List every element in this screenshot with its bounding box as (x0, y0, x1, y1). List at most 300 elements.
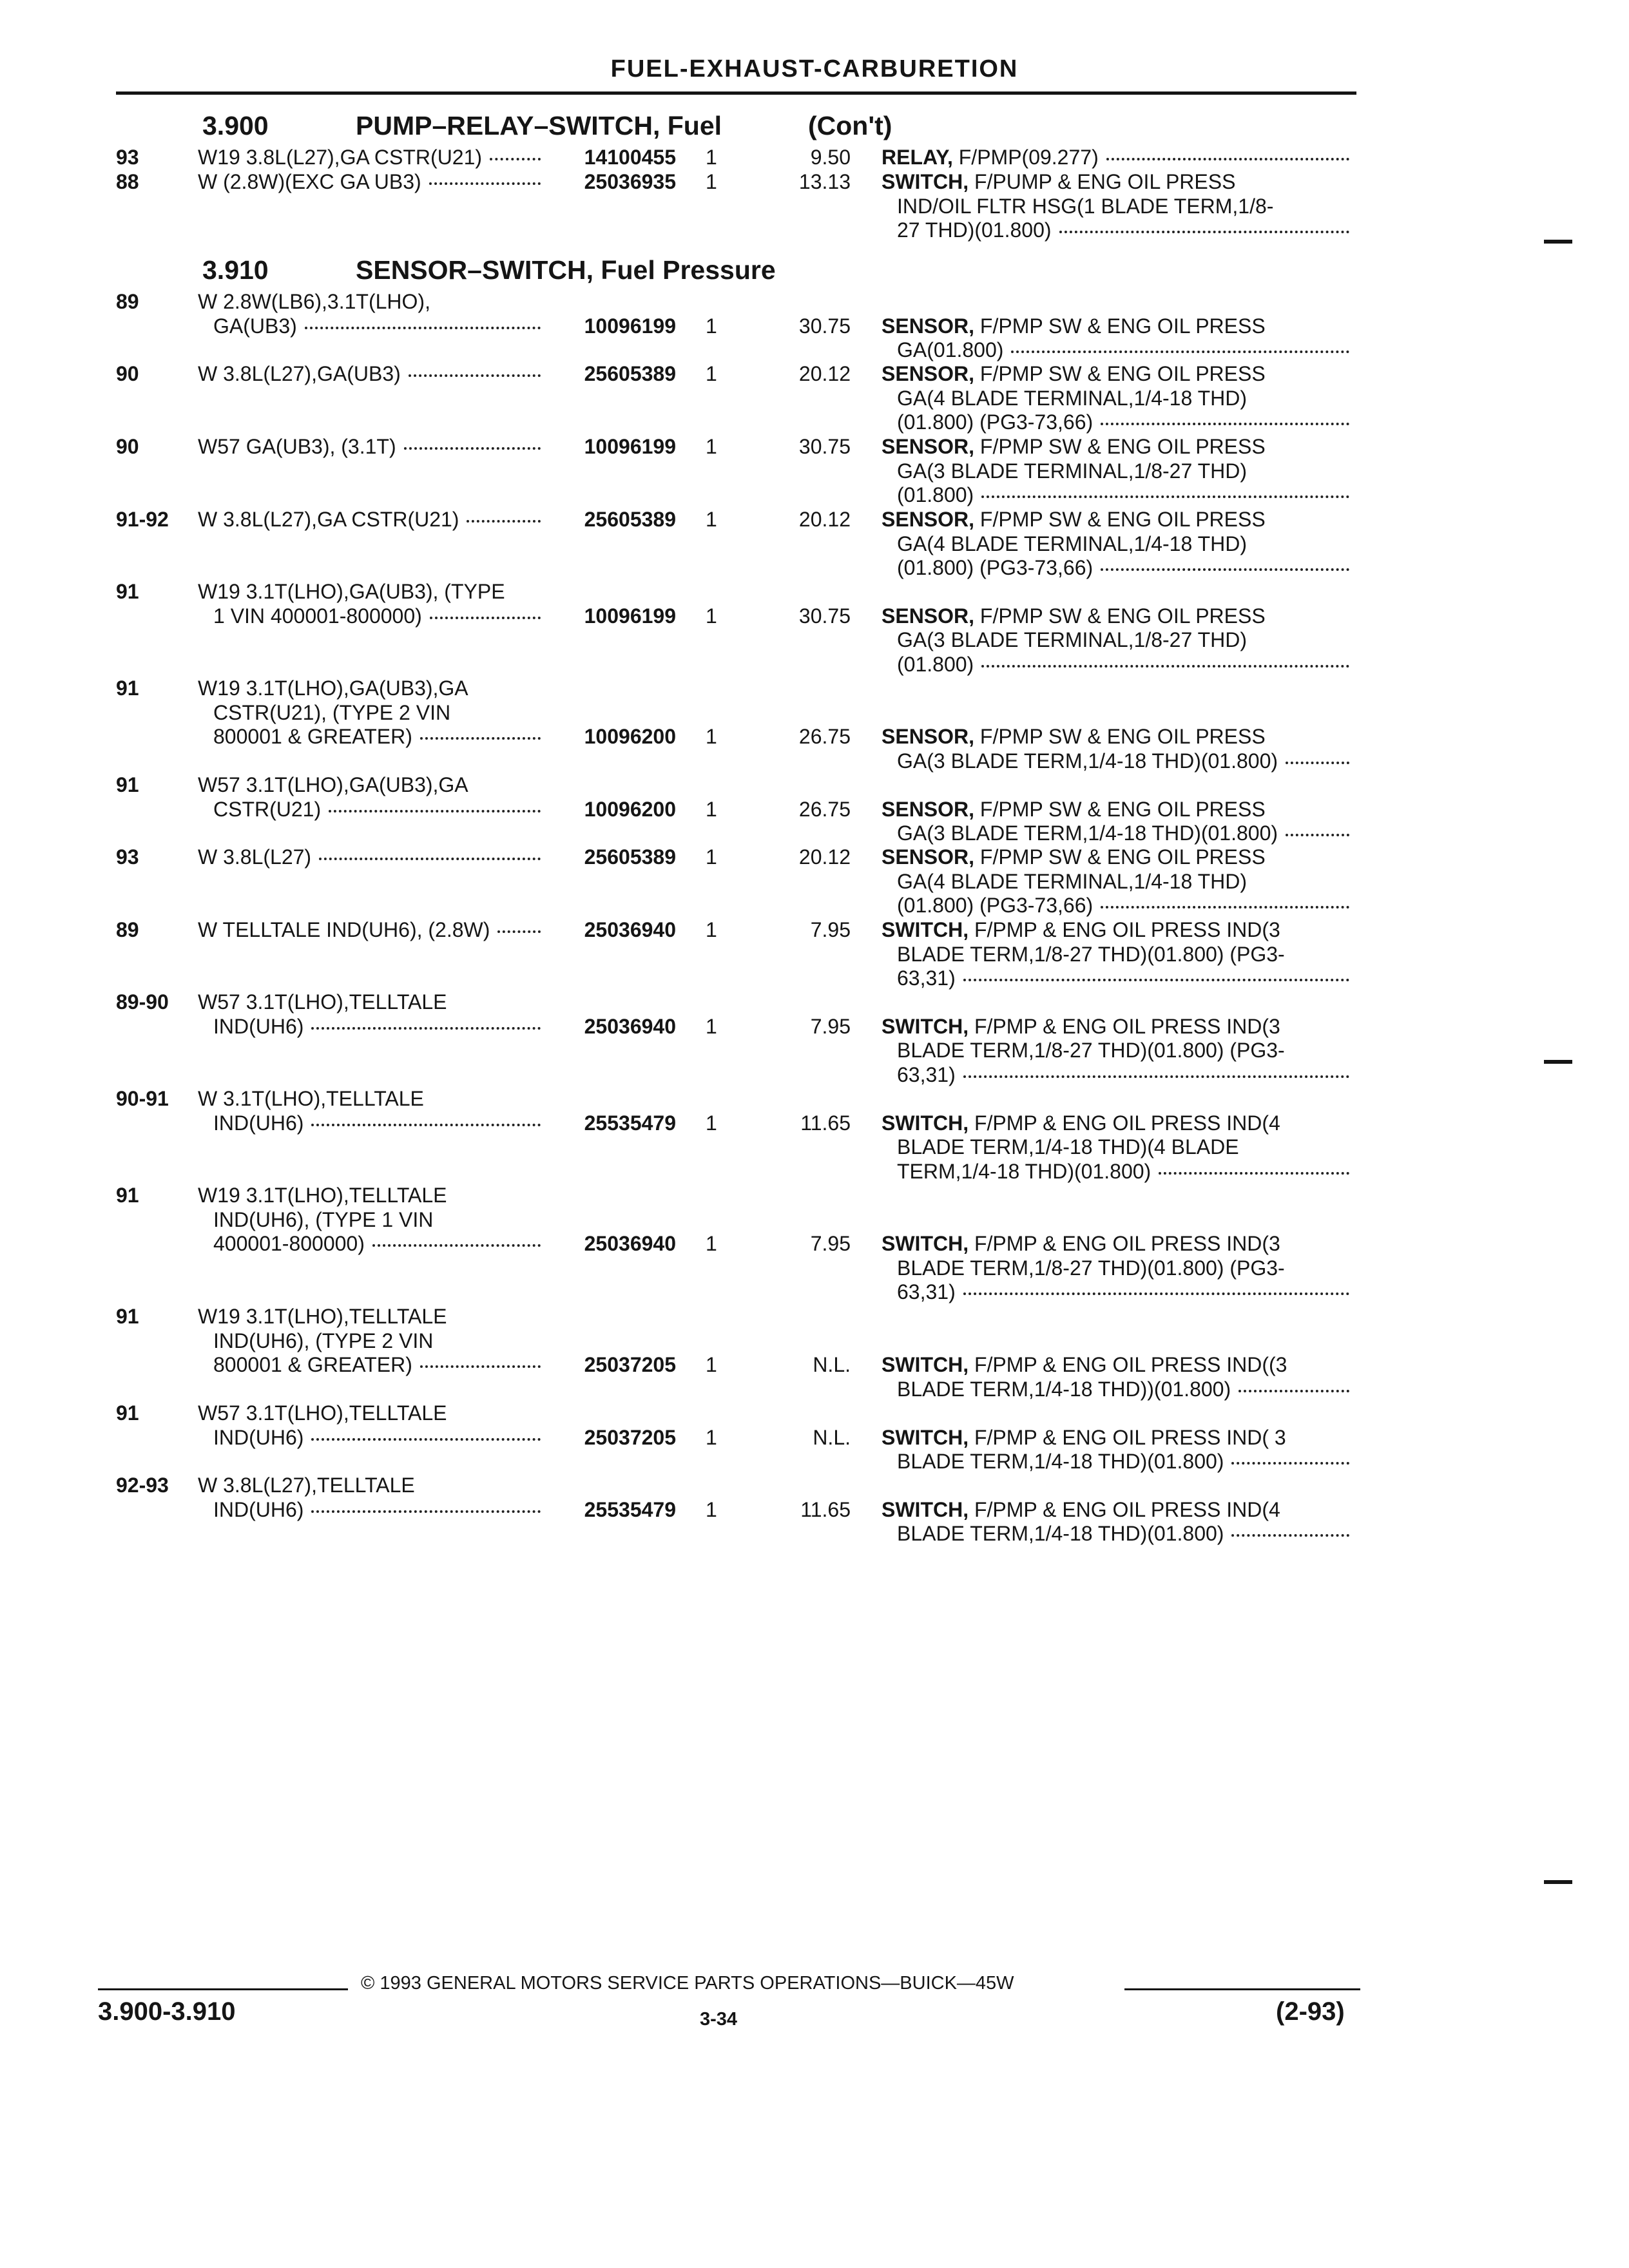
price: 30.75 (798, 435, 851, 458)
description-line (882, 1160, 1357, 1184)
description-line (882, 798, 1357, 822)
description-line (882, 1522, 1357, 1546)
description-line (882, 1039, 1357, 1063)
description-line (882, 1135, 1357, 1160)
part-number: 25535479 (584, 1497, 676, 1521)
description-line (882, 459, 1357, 484)
part-number: 25535479 (584, 1111, 676, 1135)
description-text: 63,31) (897, 1062, 956, 1086)
description-cell (882, 1353, 1357, 1401)
leader-dots (1159, 1172, 1349, 1175)
usage-line (198, 362, 546, 387)
model-year-code: 90 (116, 362, 139, 385)
footer-date-code: (2-93) (1276, 1997, 1345, 2026)
leader-dots (1106, 158, 1349, 160)
usage-line (198, 508, 546, 532)
description-line (882, 845, 1357, 870)
part-number: 25605389 (584, 845, 676, 869)
usage-line (198, 1426, 546, 1450)
description-line (882, 1111, 1357, 1136)
description-cell (882, 1426, 1357, 1474)
usage-cell (198, 990, 546, 1039)
usage-line (198, 918, 546, 943)
usage-text: 800001 & GREATER) (213, 725, 412, 748)
part-number: 10096200 (584, 797, 676, 821)
description-cell (882, 918, 1357, 991)
usage-text: W19 3.1T(LHO),TELLTALE (198, 1184, 447, 1207)
description-cell (882, 435, 1357, 508)
leader-dots (409, 374, 541, 377)
model-year-code: 91 (116, 1401, 139, 1425)
usage-text: 800001 & GREATER) (213, 1353, 412, 1376)
description-text: GA(3 BLADE TERMINAL,1/8-27 THD) (897, 628, 1247, 651)
description-cell (882, 170, 1357, 243)
description-line (882, 918, 1357, 943)
model-year-code: 93 (116, 146, 139, 169)
description-keyword: SENSOR, (882, 508, 975, 531)
footer-section-range: 3.900-3.910 (98, 1997, 236, 2026)
leader-dots (1231, 1462, 1349, 1465)
description-text: (01.800) (PG3-73,66) (897, 894, 1094, 917)
quantity: 1 (706, 314, 717, 338)
footer-rule-right (1124, 1988, 1360, 1990)
leader-dots (420, 737, 541, 740)
section-title: PUMP–RELAY–SWITCH, Fuel (356, 111, 722, 140)
leader-dots (1231, 1534, 1349, 1537)
description-keyword: SWITCH, (882, 918, 969, 941)
description-line (882, 1232, 1357, 1256)
price: 20.12 (798, 362, 851, 385)
description-keyword: SENSOR, (882, 845, 975, 869)
price: 11.65 (800, 1497, 851, 1521)
description-text: F/PMP SW & ENG OIL PRESS (979, 845, 1266, 869)
usage-line (198, 290, 546, 314)
usage-line (198, 580, 546, 604)
usage-line (198, 1305, 546, 1329)
model-year-code: 90 (116, 435, 139, 458)
description-line (882, 195, 1357, 219)
usage-cell (198, 1305, 546, 1378)
usage-cell (198, 435, 546, 459)
description-text: (01.800) (897, 652, 974, 676)
description-text: TERM,1/4-18 THD)(01.800) (897, 1159, 1152, 1183)
leader-dots (311, 1438, 541, 1441)
quantity: 1 (706, 508, 717, 531)
description-line (882, 822, 1357, 846)
description-text: F/PMP(09.277) (958, 146, 1099, 169)
leader-dots (1286, 762, 1349, 764)
leader-dots (963, 1075, 1349, 1078)
description-text: F/PMP SW & ENG OIL PRESS (979, 435, 1266, 458)
leader-dots (429, 182, 541, 185)
usage-text: W19 3.1T(LHO),GA(UB3),GA (198, 677, 468, 700)
description-text: F/PMP SW & ENG OIL PRESS (979, 797, 1266, 821)
quantity: 1 (706, 797, 717, 821)
price: 7.95 (810, 1014, 851, 1038)
description-line (882, 1256, 1357, 1281)
description-keyword: RELAY, (882, 146, 953, 169)
model-year-code: 91 (116, 677, 139, 700)
description-text: GA(4 BLADE TERMINAL,1/4-18 THD) (897, 532, 1247, 555)
description-line (882, 1498, 1357, 1523)
leader-dots (1286, 834, 1349, 836)
usage-cell (198, 580, 546, 628)
footer-page-number: 3-34 (699, 2009, 738, 2030)
usage-text: 1 VIN 400001-800000) (213, 604, 422, 628)
usage-cell (198, 362, 546, 387)
model-year-code: 91-92 (116, 508, 169, 531)
part-number: 10096200 (584, 725, 676, 748)
price: 20.12 (798, 845, 851, 869)
leader-dots (1239, 1390, 1349, 1392)
description-line (882, 508, 1357, 532)
usage-line (198, 1111, 546, 1136)
part-number: 25036940 (584, 1232, 676, 1255)
description-text: BLADE TERM,1/4-18 THD))(01.800) (897, 1377, 1231, 1401)
description-line (882, 1378, 1357, 1402)
leader-dots (1101, 568, 1349, 571)
description-keyword: SENSOR, (882, 435, 975, 458)
description-line (882, 1280, 1357, 1305)
usage-line (198, 1353, 546, 1378)
section-number: 3.900 (202, 111, 269, 140)
quantity: 1 (706, 1425, 717, 1449)
footer-rule-left (98, 1988, 348, 1990)
usage-line (198, 1208, 546, 1233)
model-year-code: 91 (116, 773, 139, 796)
description-text: GA(4 BLADE TERMINAL,1/4-18 THD) (897, 869, 1247, 893)
description-text: GA(3 BLADE TERM,1/4-18 THD)(01.800) (897, 822, 1278, 845)
model-year-code: 89-90 (116, 990, 169, 1014)
description-text: F/PMP & ENG OIL PRESS IND(3 (974, 918, 1280, 941)
part-number: 25605389 (584, 508, 676, 531)
leader-dots (490, 158, 541, 160)
quantity: 1 (706, 1353, 717, 1376)
description-line (882, 314, 1357, 339)
description-cell (882, 1232, 1357, 1305)
usage-line (198, 170, 546, 195)
description-text: F/PMP & ENG OIL PRESS IND(3 (974, 1014, 1280, 1038)
description-line (882, 1063, 1357, 1088)
quantity: 1 (706, 845, 717, 869)
description-cell (882, 798, 1357, 846)
description-line (882, 894, 1357, 918)
description-text: GA(01.800) (897, 338, 1004, 361)
description-text: F/PMP SW & ENG OIL PRESS (979, 314, 1266, 338)
description-text: F/PMP & ENG OIL PRESS IND( 3 (974, 1425, 1286, 1449)
usage-cell (198, 1401, 546, 1450)
description-line (882, 749, 1357, 774)
description-line (882, 338, 1357, 363)
usage-cell (198, 1184, 546, 1256)
quantity: 1 (706, 604, 717, 628)
usage-line (198, 314, 546, 339)
description-line (882, 170, 1357, 195)
leader-dots (311, 1027, 541, 1030)
description-text: BLADE TERM,1/8-27 THD)(01.800) (PG3- (897, 1256, 1285, 1280)
description-text: (01.800) (897, 483, 974, 506)
model-year-code: 91 (116, 1305, 139, 1328)
usage-text: W 3.1T(LHO),TELLTALE (198, 1087, 424, 1110)
price: 7.95 (810, 1232, 851, 1255)
usage-line (198, 1498, 546, 1523)
description-text: 63,31) (897, 1280, 956, 1303)
leader-dots (1011, 351, 1349, 353)
price: 30.75 (798, 314, 851, 338)
leader-dots (372, 1244, 541, 1247)
description-line (882, 556, 1357, 581)
model-year-code: 88 (116, 170, 139, 193)
description-keyword: SENSOR, (882, 362, 975, 385)
description-text: F/PMP & ENG OIL PRESS IND(4 (974, 1497, 1280, 1521)
quantity: 1 (706, 918, 717, 941)
usage-cell (198, 290, 546, 338)
leader-dots (311, 1124, 541, 1126)
usage-text: IND(UH6), (TYPE 2 VIN (213, 1329, 434, 1352)
usage-cell (198, 918, 546, 943)
description-text: BLADE TERM,1/8-27 THD)(01.800) (PG3- (897, 1039, 1285, 1062)
usage-line (198, 146, 546, 170)
leader-dots (963, 979, 1349, 981)
price: N.L. (813, 1425, 851, 1449)
description-text: (01.800) (PG3-73,66) (897, 410, 1094, 434)
usage-line (198, 677, 546, 701)
description-line (882, 870, 1357, 894)
usage-line (198, 701, 546, 726)
usage-text: W 3.8L(L27),TELLTALE (198, 1474, 415, 1497)
price: 30.75 (798, 604, 851, 628)
description-keyword: SENSOR, (882, 314, 975, 338)
usage-text: W19 3.8L(L27),GA CSTR(U21) (198, 146, 483, 169)
description-line (882, 218, 1357, 243)
description-text: F/PMP SW & ENG OIL PRESS (979, 604, 1266, 628)
description-text: (01.800) (PG3-73,66) (897, 556, 1094, 579)
leader-dots (420, 1365, 541, 1368)
usage-text: W57 GA(UB3), (3.1T) (198, 435, 396, 458)
description-line (882, 653, 1357, 677)
margin-mark (1544, 240, 1572, 244)
quantity: 1 (706, 1497, 717, 1521)
header-rule (116, 91, 1356, 95)
description-text: 27 THD)(01.800) (897, 218, 1052, 242)
usage-text: W (2.8W)(EXC GA UB3) (198, 170, 421, 193)
description-line (882, 362, 1357, 387)
description-keyword: SWITCH, (882, 170, 969, 193)
description-text: BLADE TERM,1/4-18 THD)(01.800) (897, 1522, 1224, 1545)
price: 11.65 (800, 1111, 851, 1135)
usage-line (198, 773, 546, 798)
leader-dots (981, 495, 1349, 498)
price: 26.75 (798, 797, 851, 821)
description-keyword: SWITCH, (882, 1497, 969, 1521)
description-cell (882, 146, 1357, 170)
section-number: 3.910 (202, 255, 269, 285)
leader-dots (329, 810, 541, 812)
description-cell (882, 604, 1357, 677)
description-text: GA(4 BLADE TERMINAL,1/4-18 THD) (897, 386, 1247, 410)
usage-text: CSTR(U21) (213, 797, 322, 821)
description-keyword: SWITCH, (882, 1353, 969, 1376)
usage-line (198, 1401, 546, 1426)
usage-text: W19 3.1T(LHO),GA(UB3), (TYPE (198, 580, 505, 603)
model-year-code: 91 (116, 1184, 139, 1207)
description-keyword: SWITCH, (882, 1111, 969, 1135)
description-keyword: SWITCH, (882, 1232, 969, 1255)
description-cell (882, 362, 1357, 435)
price: 9.50 (810, 146, 851, 169)
description-text: F/PMP SW & ENG OIL PRESS (979, 508, 1266, 531)
description-text: GA(3 BLADE TERM,1/4-18 THD)(01.800) (897, 749, 1278, 773)
quantity: 1 (706, 435, 717, 458)
usage-text: IND(UH6) (213, 1497, 304, 1521)
description-line (882, 1450, 1357, 1474)
model-year-code: 89 (116, 290, 139, 313)
leader-dots (497, 930, 541, 933)
description-text: F/PMP & ENG OIL PRESS IND(3 (974, 1232, 1280, 1255)
description-cell (882, 725, 1357, 773)
usage-text: W 2.8W(LB6),3.1T(LHO), (198, 290, 430, 313)
description-line (882, 604, 1357, 629)
description-text: BLADE TERM,1/8-27 THD)(01.800) (PG3- (897, 942, 1285, 966)
usage-line (198, 1232, 546, 1256)
part-number: 10096199 (584, 604, 676, 628)
usage-line (198, 435, 546, 459)
usage-text: W TELLTALE IND(UH6), (2.8W) (198, 918, 490, 941)
usage-cell (198, 146, 546, 170)
description-keyword: SWITCH, (882, 1014, 969, 1038)
part-number: 25036940 (584, 1014, 676, 1038)
usage-line (198, 798, 546, 822)
usage-line (198, 845, 546, 870)
model-year-code: 90-91 (116, 1087, 169, 1110)
usage-cell (198, 1087, 546, 1135)
usage-line (198, 1015, 546, 1039)
description-text: IND/OIL FLTR HSG(1 BLADE TERM,1/8- (897, 194, 1274, 218)
part-number: 10096199 (584, 435, 676, 458)
description-cell (882, 845, 1357, 918)
leader-dots (963, 1293, 1349, 1295)
usage-line (198, 1329, 546, 1354)
price: 13.13 (798, 170, 851, 193)
leader-dots (467, 520, 541, 523)
usage-line (198, 604, 546, 629)
model-year-code: 93 (116, 845, 139, 869)
description-line (882, 943, 1357, 967)
description-line (882, 410, 1357, 435)
part-number: 25036935 (584, 170, 676, 193)
usage-text: 400001-800000) (213, 1232, 365, 1255)
description-line (882, 1426, 1357, 1450)
model-year-code: 89 (116, 918, 139, 941)
usage-text: W 3.8L(L27),GA CSTR(U21) (198, 508, 459, 531)
description-line (882, 435, 1357, 459)
part-number: 25037205 (584, 1425, 676, 1449)
quantity: 1 (706, 1232, 717, 1255)
leader-dots (981, 665, 1349, 668)
usage-line (198, 725, 546, 749)
quantity: 1 (706, 362, 717, 385)
usage-text: W 3.8L(L27),GA(UB3) (198, 362, 401, 385)
model-year-code: 91 (116, 580, 139, 603)
leader-dots (1101, 906, 1349, 908)
section-continued-label: (Con't) (808, 111, 892, 140)
price: 7.95 (810, 918, 851, 941)
part-number: 25037205 (584, 1353, 676, 1376)
usage-text: IND(UH6) (213, 1425, 304, 1449)
quantity: 1 (706, 1111, 717, 1135)
usage-line (198, 1184, 546, 1208)
description-text: 63,31) (897, 966, 956, 990)
usage-text: W57 3.1T(LHO),TELLTALE (198, 990, 447, 1014)
usage-text: IND(UH6) (213, 1014, 304, 1038)
description-text: F/PMP & ENG OIL PRESS IND((3 (974, 1353, 1287, 1376)
usage-text: GA(UB3) (213, 314, 297, 338)
usage-cell (198, 1474, 546, 1522)
description-text: F/PMP SW & ENG OIL PRESS (979, 362, 1266, 385)
description-keyword: SWITCH, (882, 1425, 969, 1449)
description-keyword: SENSOR, (882, 797, 975, 821)
description-line (882, 532, 1357, 557)
price: 20.12 (798, 508, 851, 531)
description-line (882, 1353, 1357, 1378)
leader-dots (404, 447, 541, 450)
price: 26.75 (798, 725, 851, 748)
margin-mark (1544, 1060, 1572, 1064)
description-line (882, 628, 1357, 653)
description-cell (882, 1111, 1357, 1184)
leader-dots (430, 617, 541, 619)
description-line (882, 725, 1357, 749)
usage-text: W57 3.1T(LHO),TELLTALE (198, 1401, 447, 1425)
usage-text: IND(UH6), (TYPE 1 VIN (213, 1207, 434, 1231)
margin-mark (1544, 1880, 1572, 1884)
leader-dots (1059, 231, 1349, 233)
quantity: 1 (706, 146, 717, 169)
description-line (882, 1015, 1357, 1039)
description-text: BLADE TERM,1/4-18 THD)(01.800) (897, 1450, 1224, 1473)
usage-text: IND(UH6) (213, 1111, 304, 1135)
description-text: GA(3 BLADE TERMINAL,1/8-27 THD) (897, 459, 1247, 483)
description-text: F/PMP SW & ENG OIL PRESS (979, 725, 1266, 748)
quantity: 1 (706, 1014, 717, 1038)
description-line (882, 387, 1357, 411)
usage-cell (198, 845, 546, 870)
usage-text: CSTR(U21), (TYPE 2 VIN (213, 700, 451, 724)
part-number: 25605389 (584, 362, 676, 385)
model-year-code: 92-93 (116, 1474, 169, 1497)
usage-line (198, 1474, 546, 1498)
usage-text: W57 3.1T(LHO),GA(UB3),GA (198, 773, 468, 796)
description-keyword: SENSOR, (882, 725, 975, 748)
part-number: 14100455 (584, 146, 676, 169)
price: N.L. (813, 1353, 851, 1376)
part-number: 25036940 (584, 918, 676, 941)
usage-text: W19 3.1T(LHO),TELLTALE (198, 1305, 447, 1328)
quantity: 1 (706, 725, 717, 748)
description-line (882, 483, 1357, 508)
leader-dots (311, 1510, 541, 1513)
usage-cell (198, 773, 546, 822)
description-cell (882, 1498, 1357, 1546)
leader-dots (305, 327, 541, 329)
page-title: FUEL-EXHAUST-CARBURETION (610, 55, 1019, 82)
footer-copyright: © 1993 GENERAL MOTORS SERVICE PARTS OPERATIONS—BUICK—45W (361, 1973, 1014, 1994)
leader-dots (319, 858, 541, 860)
usage-text: W 3.8L(L27) (198, 845, 312, 869)
part-number: 10096199 (584, 314, 676, 338)
description-keyword: SENSOR, (882, 604, 975, 628)
quantity: 1 (706, 170, 717, 193)
